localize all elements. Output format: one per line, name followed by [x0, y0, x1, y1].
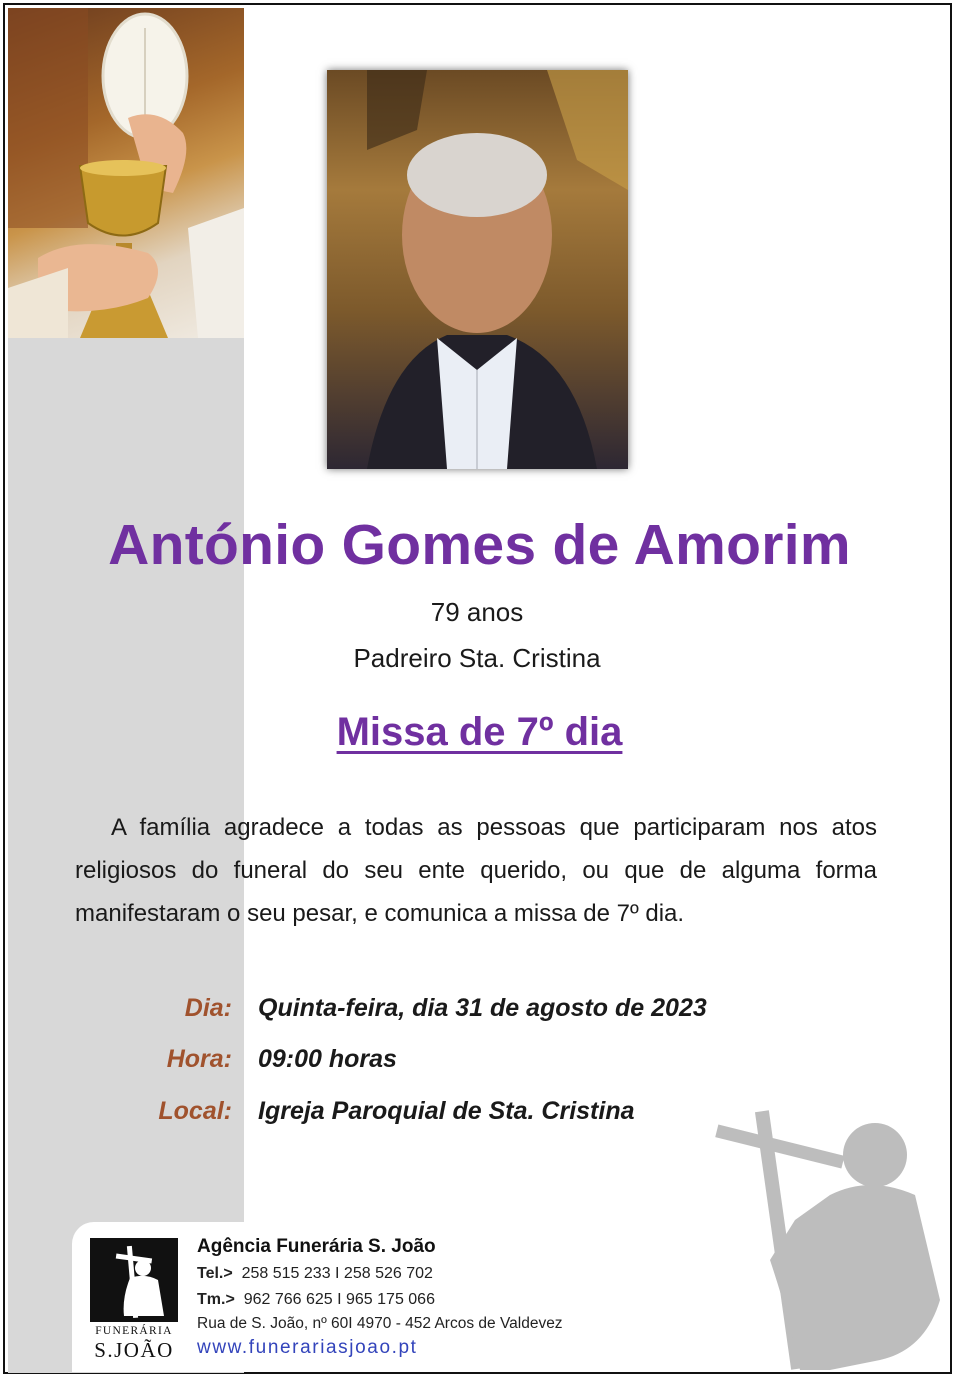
mass-title: Missa de 7º dia: [336, 710, 623, 754]
agency-website-link[interactable]: www.funerariasjoao.pt: [197, 1337, 418, 1358]
chalice-icon: [8, 8, 244, 338]
tel-value[interactable]: 258 515 233 I 258 526 702: [241, 1265, 433, 1282]
agency-mobile: [197, 1291, 435, 1309]
deceased-place: Padreiro Sta. Cristina: [353, 643, 601, 673]
day-value: Quinta-feira, dia 31 de agosto de 2023: [258, 994, 707, 1022]
tm-label: Tm.>: [197, 1291, 235, 1308]
agency-name: Agência Funerária S. João: [197, 1236, 436, 1257]
day-label: Dia:: [184, 994, 232, 1022]
tm-value[interactable]: 962 766 625 I 965 175 066: [243, 1291, 435, 1308]
time-value: 09:00 horas: [258, 1045, 397, 1073]
logo-line1: FUNERÁRIA: [95, 1325, 173, 1337]
time-label: Hora:: [166, 1045, 232, 1073]
chalice-host-photo: [8, 8, 244, 338]
portrait-icon: [327, 70, 628, 469]
logo-line2: S.JOÃO: [94, 1338, 174, 1362]
place-label: Local:: [158, 1097, 232, 1125]
place-value: Igreja Paroquial de Sta. Cristina: [258, 1097, 635, 1125]
agency-address: Rua de S. João, nº 60I 4970 - 452 Arcos de Valdevez: [197, 1315, 563, 1332]
tel-label: Tel.>: [197, 1265, 233, 1282]
deceased-portrait-photo: [327, 70, 628, 469]
cross-bearer-silhouette-icon: [710, 1100, 950, 1370]
deceased-name: António Gomes de Amorim: [108, 513, 851, 577]
deceased-age: 79 anos: [430, 597, 524, 627]
agency-tel: [197, 1265, 433, 1283]
thanks-message: A família agradece a todas as pessoas que participaram nos atos religiosos do funeral do seu ente querido, ou que de alguma forma manifestaram o seu pesar, e comunica a missa de 7º dia.: [75, 814, 877, 927]
funeraria-logo-icon: [90, 1238, 178, 1322]
